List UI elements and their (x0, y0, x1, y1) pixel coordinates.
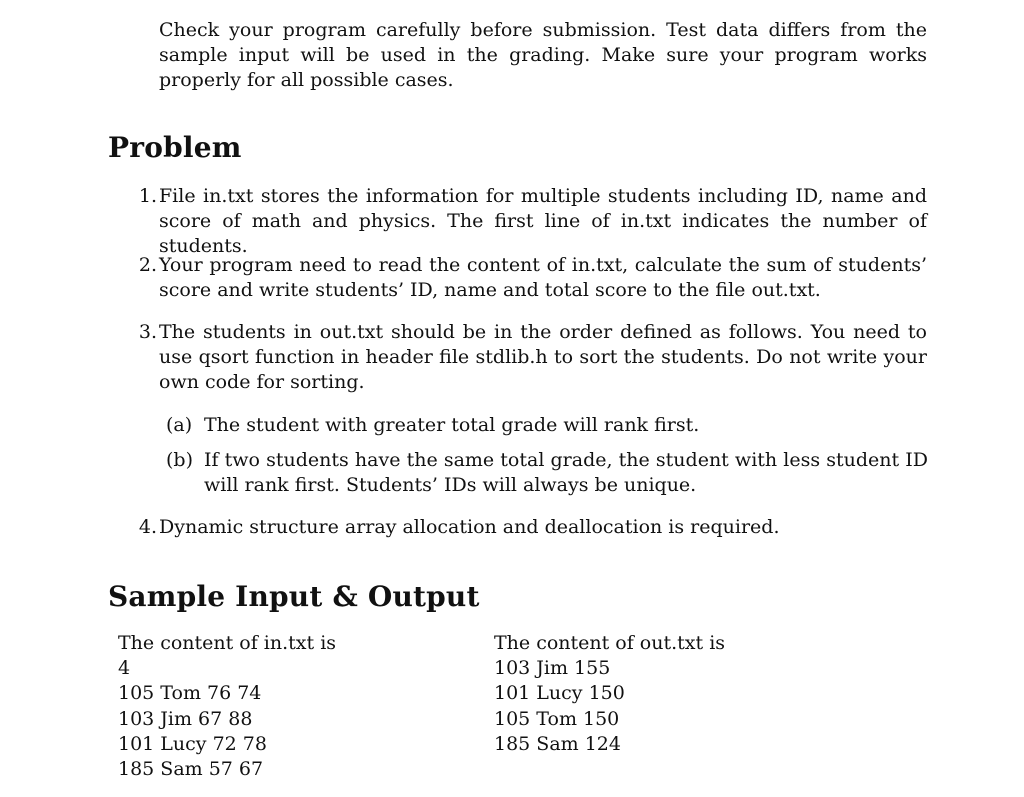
item-text: The students in out.txt should be in the order defined as follows. You need to use qsort function in header file stdlib.h to sort the students. Do not write your own code for sorting. (159, 321, 927, 393)
sample-output-line: 101 Lucy 150 (494, 682, 625, 705)
sample-input-block (118, 631, 336, 782)
sample-output-line: 185 Sam 124 (494, 732, 621, 755)
sample-input-line: 103 Jim 67 88 (118, 707, 253, 730)
sample-input-line: 105 Tom 76 74 (118, 682, 262, 705)
intro-paragraph: Check your program carefully before submission. Test data differs from the sample input will be used in the grading. Make sure your program works properly for all possible cases. (159, 19, 927, 91)
sample-input-line: 101 Lucy 72 78 (118, 732, 267, 755)
subitem-text: The student with greater total grade will rank first. (204, 414, 700, 436)
sample-input-line: 4 (118, 657, 131, 680)
subitem-label: (a) (166, 414, 193, 436)
sample-output-title: The content of out.txt is (494, 632, 726, 654)
subitem-label: (b) (166, 449, 193, 471)
sample-heading: Sample Input & Output (108, 580, 480, 613)
sample-input-line: 185 Sam 57 67 (118, 758, 264, 781)
problem-heading: Problem (108, 131, 242, 164)
item-number: 1. (138, 185, 157, 207)
item-number: 4. (138, 516, 157, 538)
item-text: File in.txt stores the information for multiple students including ID, name and score of math and physics. The first line of in.txt indicates the number of students. (159, 185, 927, 257)
sample-input-title: The content of in.txt is (118, 632, 337, 654)
sample-output-block (494, 631, 725, 757)
item-number: 3. (138, 321, 157, 343)
sample-output-line: 103 Jim 155 (494, 657, 611, 680)
item-number: 2. (138, 254, 157, 276)
sample-output-line: 105 Tom 150 (494, 707, 620, 730)
item-text: Dynamic structure array allocation and deallocation is required. (159, 516, 780, 538)
item-text: Your program need to read the content of in.txt, calculate the sum of students’ score and write students’ ID, name and total score to the file out.txt. (159, 254, 927, 301)
subitem-text: If two students have the same total grade, the student with less student ID will rank first. Students’ IDs will always be unique. (204, 449, 928, 496)
